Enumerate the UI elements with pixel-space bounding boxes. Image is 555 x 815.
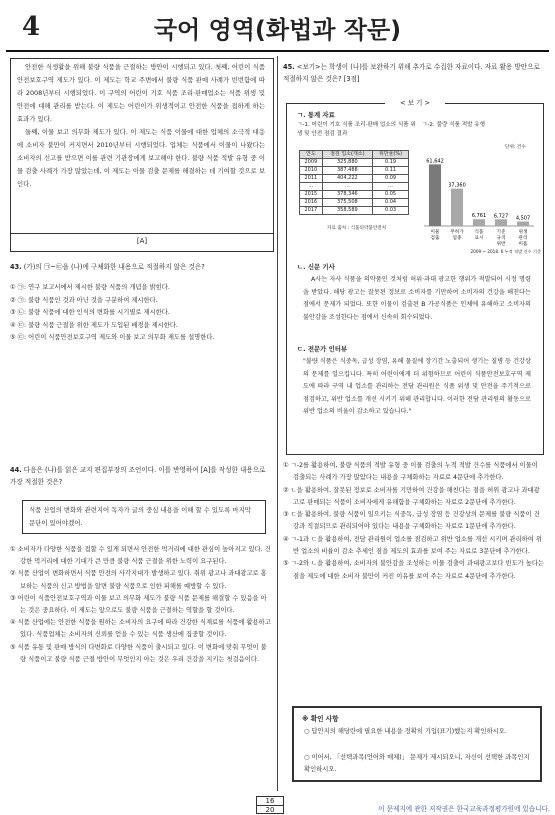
page-number: 4: [22, 12, 41, 42]
q45-option-2[interactable]: ② ㄴ을 활용하여, 잘못된 정보로 소비자를 기만하여 건강을 해친다는 점을 허위 광고나 과대광고로 판매되는 식품이 소비자에게 유해함을 구체화하는 자료로 2문단에 추가한다.: [283, 486, 540, 506]
expert-heading: ㄷ. 전문가 인터뷰: [297, 345, 348, 353]
chart-category-label: 기준: [496, 230, 506, 235]
copyright-notice: 이 문제지에 관한 저작권은 한국교육과정평가원에 있습니다.: [378, 805, 550, 813]
article-text: A사는 자사 식품을 의약품인 것처럼 허위·과대 광고한 행위가 적발되어 시정 명령을 받았다. 해당 광고는 잘못된 정보로 소비자를 기만하여 소비자의 건강을 해친다는 점에서 문제가 되었다. 또한 이물이 검출된 B 가공식품은 인체에 유해하고 소비자의 불안감을 조성한다는 점에서 신속히 회수되었다.: [303, 276, 531, 321]
chart-value-label: 37,360: [448, 182, 466, 189]
q43-option-1[interactable]: ① ㉠: 연구 보고서에서 제시한 불량 식품의 개념을 밝힌다.: [10, 284, 170, 291]
table-row: 2011 404,222 0.09: [300, 175, 409, 183]
total-pages: 20: [257, 805, 283, 814]
chart-value-label: 6,761: [471, 213, 487, 220]
table-row: 2017 358,589 0.03: [300, 207, 409, 215]
expert-text: "불량 식품은 식중독, 급성 장염, 유해 물질에 장기간 노출되어 생기는 질병 등 건강상의 문제를 일으킵니다. 특히 어린이에게 더 위험하므로 어린이 식품안전보호구역 제도에 따라 구역 내 업소를 관리하는 전담 관리원은 식품 위생 및 안전을 주기적으로 점검하고, 위반 업소를 개선 시키기 위해 관리합니다. 이러한 전담 관리원의 활동으로 위반 업소의 비율이 감소하고 있습니다.": [303, 358, 531, 415]
article-heading: ㄴ. 신문 기사: [297, 263, 335, 271]
chart-bar: [495, 219, 507, 226]
q43-option-4[interactable]: ④ ㉢: 불량 식품 근절을 위한 제도가 도입된 배경을 제시한다.: [10, 321, 178, 329]
table-header: 점검 업소(개소): [322, 151, 372, 159]
chart-category-label: 이물: [430, 230, 440, 235]
header-rule: [6, 50, 549, 52]
passage-paragraph-1: 안전한 식생활을 위해 불량 식품을 근절하는 방안이 시행되고 있다. 첫째, 어린이 식품안전보호구역 제도가 있다. 이 제도는 학교 주변에서 불량 식품 판매 사례가 빈번함에 따라 2008년부터 시행되었다. 이 구역의 어린이 기호 식품 조리·판매업소는 식품 위생 및 안전에 대해 관리를 받는다. 이 제도는 어린이가 위생적이고 안전한 식품을 접하게 하는 효과가 있다.: [17, 63, 265, 123]
chart-bar: [517, 221, 529, 226]
question-44: [10, 465, 272, 488]
table-header: 위반율(%): [373, 151, 409, 159]
chart-category-label: 업종: [452, 236, 462, 241]
table-row: … … …: [300, 183, 409, 191]
question-43: [10, 262, 272, 274]
section-title: 국어 영역(화법과 작문): [153, 16, 402, 44]
q44-options: [10, 544, 272, 666]
q44-number: 44.: [10, 466, 22, 474]
passage-paragraph-2: 둘째, 이물 보고 의무화 제도가 있다. 이 제도는 식품 이물에 대한 업체의 소극적 대응에 소비자 불만이 커지면서 2010년부터 시행되었다. 업체는 식품에서 이물이 나왔다는 소비자의 신고를 받으면 이를 관련 기관장에게 보고해야 한다. 불량 식품 적발 유형 중 이물 검출 사례가 가장 많았는데, 이 제도는 이물 검출 문제를 해결하는 데 기여할 것으로 보인다.: [17, 128, 265, 188]
question-45: [283, 62, 545, 85]
chart-category-label: 관리: [518, 236, 528, 241]
table-source: 자료 출처 : 식품의약품안전처: [327, 226, 387, 231]
bogi-box: [286, 99, 544, 455]
q45-number: 45.: [283, 63, 295, 71]
table-row: 2015 378,346 0.05: [300, 191, 409, 199]
q44-advice: 식품 산업의 변화와 관련지어 독자가 글의 중심 내용을 이해 할 수 있도록 마지막 문단이 있어야겠어.: [29, 506, 251, 527]
q43-options: [10, 282, 272, 345]
q44-option-4[interactable]: ④ 식품 산업에는 안전한 식품을 원하는 소비자의 요구에 따라 건강한 식재료를 식품에 활용하고 있다. 식품업체는 소비자의 신뢰를 얻을 수 있는 식품 생산에 집중할 것이다.: [10, 619, 271, 639]
passage-box: [10, 58, 274, 252]
chart-value-label: 4,507: [515, 215, 531, 222]
q45-options: [283, 460, 545, 583]
column-divider: [277, 56, 278, 791]
table-row: 2010 387,488 0.11: [300, 167, 409, 175]
q43-option-2[interactable]: ② ㉠: 불량 식품인 것과 아닌 것을 구분하여 제시한다.: [10, 296, 158, 304]
chart-category-label: 무허가: [450, 230, 464, 235]
q44-stem: 다음은 (나)를 읽은 교지 편집부장의 조언이다. 이를 반영하여 [A]를 작성한 내용으로 가장 적절한 것은?: [10, 466, 266, 486]
q45-option-1[interactable]: ① ㄱ-2를 활용하여, 불량 식품의 적발 유형 중 이물 검출의 누적 적발 건수를 식품에서 이물이 검출되는 사례가 가장 많았다는 내용을 구체화하는 자료로 4문단에 추가한다.: [283, 462, 538, 482]
chart-bar: [429, 164, 441, 226]
q44-option-1[interactable]: ① 소비자가 다양한 식품을 접할 수 있게 되면서 안전한 먹거리에 대한 관심이 높아지고 있다. 건강한 먹거리에 대한 기대가 큰 만큼 불량 식품 근절을 위한 노력이 요구된다.: [10, 546, 271, 566]
q44-advice-box: [22, 500, 266, 534]
stat-sub2-title: ㄱ-2. 불량 식품 적발 유형: [422, 122, 486, 128]
q44-option-2[interactable]: ② 식품 산업이 변화하면서 식품 안전의 사각지대가 발생하고 있다. 취위 광고나 과대광고로 홍보하는 식품의 신고 방법을 알면 불량 식품으로 인한 피해를 예방할 수 있다.: [10, 570, 267, 590]
chart-value-label: 61,642: [426, 158, 444, 165]
q44-option-5[interactable]: ⑤ 식품 유통 및 판매 방식의 다변화로 다양한 식품이 출시되고 있다. 이 변화에 맞춰 무엇이 불량 식품이고 불량 식품 근절 방안이 무엇인지 아는 것은 우리 건강을 지키는 첫걸음이다.: [10, 643, 267, 663]
q45-option-3[interactable]: ③ ㄷ을 활용하여, 불량 식품이 일으키는 식중독, 급성 장염 등 건강상의 문제를 불량 식품이 건강과 직결되므로 관리되어야 있다는 내용을 구체화하는 자료로 1문단에 추가한다.: [283, 511, 540, 531]
violation-type-chart: [418, 144, 538, 254]
stat-heading: ㄱ. 통계 자료: [297, 111, 335, 119]
q45-stem: <보기>는 학생이 (나)를 보완하기 위해 추가로 수집한 자료이다. 자료 활용 방안으로 적절하지 않은 것은? [3점]: [283, 63, 540, 83]
page-indicator: [256, 796, 284, 814]
inspection-table: [299, 150, 409, 215]
table-row: 2009 325,880 0.19: [300, 159, 409, 167]
checklist-item-1: ○ 답안지의 해당란에 필요한 내용을 정확히 기입(표기)했는지 확인하시오.: [304, 728, 507, 735]
current-page: 16: [265, 797, 275, 805]
chart-value-label: 6,727: [493, 213, 509, 220]
q43-option-5[interactable]: ⑤ ㉢: 어린이 식품안전보호구역 제도와 이물 보고 의무화 제도를 설명한다.: [10, 334, 215, 341]
chart-period: 2009 ~ 2018. 6 누적 적발 건수 기준: [470, 249, 541, 254]
q43-number: 43.: [10, 263, 22, 271]
q45-option-4[interactable]: ④ ㄱ-1과 ㄷ을 활용하여, 전담 관리원이 업소를 점검하고 위반 업소를 개선 시키며 관리하여 위반 업소의 비율이 감소 추세인 점을 제도의 효과를 보여 주는 자료로 3문단에 추가한다.: [283, 535, 542, 556]
q43-option-3[interactable]: ③ ㉡: 불량 식품에 대한 인식의 변화를 시기별로 제시한다.: [10, 309, 170, 316]
table-row: 2016 375,508 0.04: [300, 199, 409, 207]
q45-option-5[interactable]: ⑤ ㄱ-2와 ㄴ을 활용하여, 소비자의 불안감을 조성하는 이물 검출이 과대광고보다 빈도가 높다는 점을 제도에 대한 소비자 불만이 커진 이유를 보여 주는 자료로 4문단에 추가한다.: [283, 560, 545, 580]
checklist-box: [292, 706, 542, 782]
q44-option-3[interactable]: ③ 어린이 식품안전보호구역과 이물 보고 의무화 제도가 불량 식품 문제를 해결할 수 있음을 아는 것은 중요하다. 이 제도는 앞으로도 불량 식품을 근절하는 역할을 할 것이다.: [10, 594, 267, 615]
chart-bar: [451, 189, 463, 226]
stat-sub1-title: ㄱ-1. 어린이 기호 식품 조리·판매 업소의 식품 위생 및 안전 점검 결과: [297, 122, 416, 137]
chart-unit: 단위: 건수: [505, 145, 526, 150]
chart-category-label: 위반: [496, 242, 506, 247]
checklist-title: ※ 확인 사항: [302, 715, 339, 723]
chart-category-label: 검출: [430, 236, 440, 241]
chart-category-label: 위생: [518, 230, 528, 235]
chart-category-label: 식품: [474, 230, 484, 235]
chart-category-label: 규격: [496, 236, 506, 241]
bogi-label: < 보 기 >: [385, 99, 445, 108]
chart-category-label: 표시: [474, 236, 484, 241]
blank-a-marker: [A]: [11, 233, 273, 248]
q43-stem: (가)의 ㉠~㉢을 (나)에 구체화한 내용으로 적절하지 않은 것은?: [23, 263, 205, 271]
table-header: 연도: [300, 151, 323, 159]
chart-bar: [473, 219, 485, 226]
chart-category-label: 미흡: [518, 242, 528, 247]
checklist-item-2: ○ 이어서, 「선택과목(언어와 매체)」 문제가 제시되오니, 자신이 선택한 과목인지 확인하시오.: [304, 754, 530, 773]
